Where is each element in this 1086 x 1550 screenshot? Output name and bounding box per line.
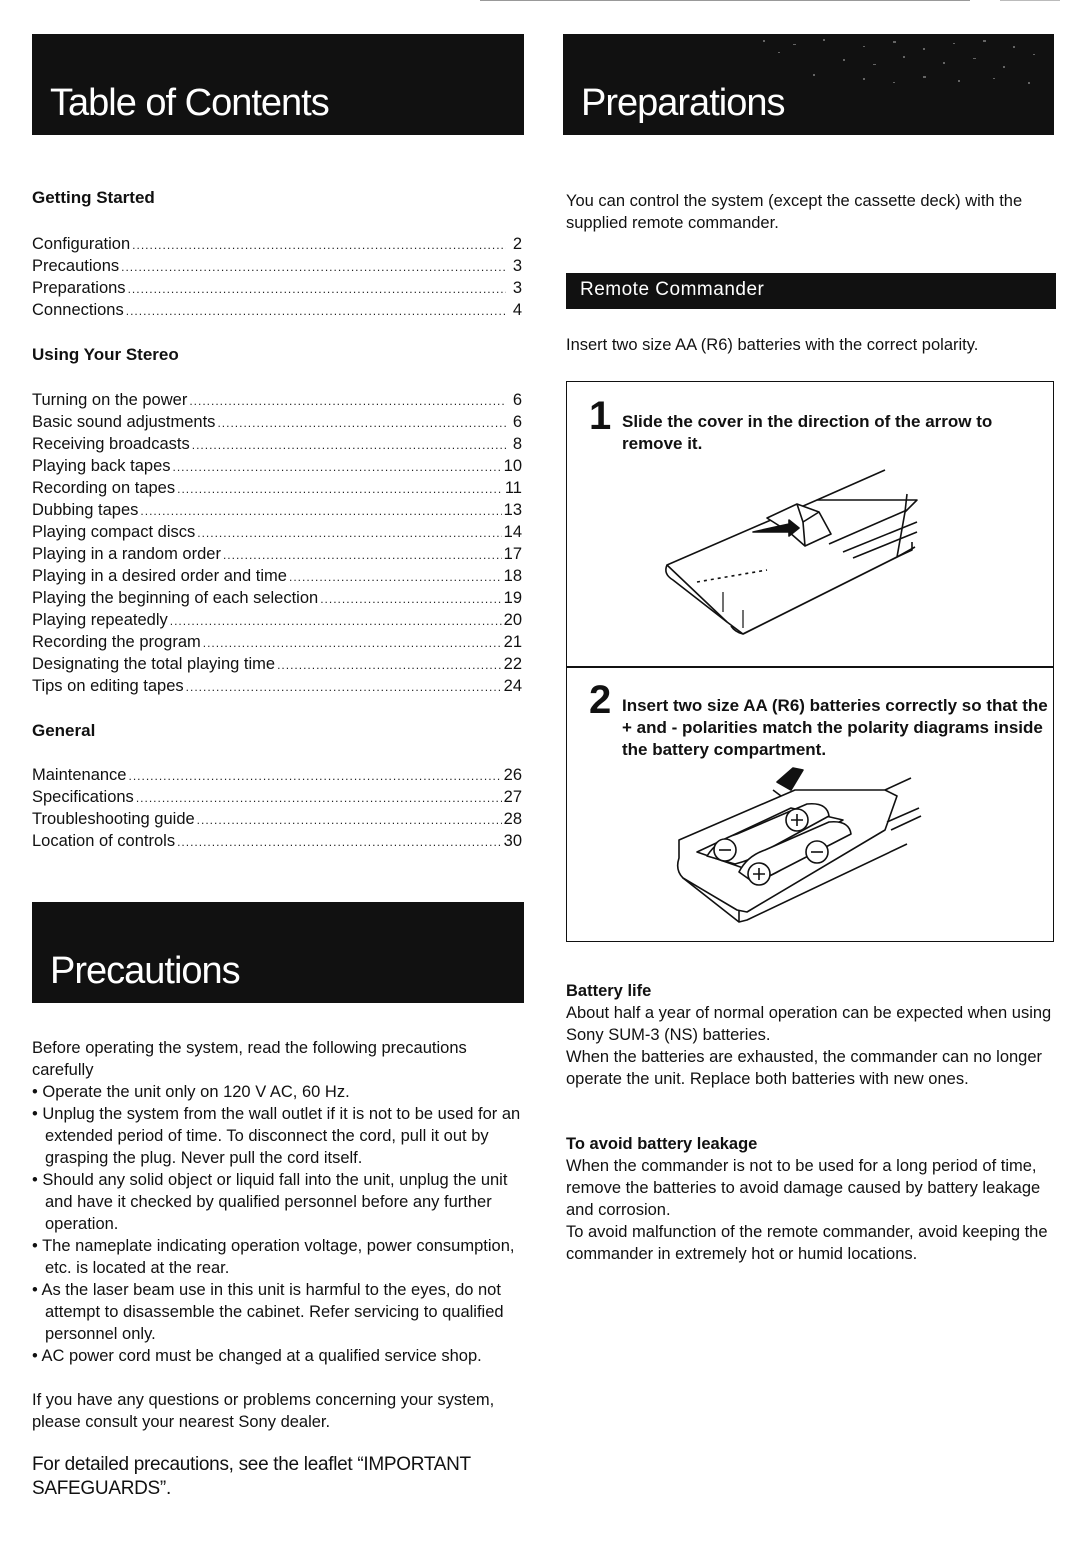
- toc-entry[interactable]: Designating the total playing time ..... 22: [32, 653, 522, 675]
- toc-section-heading: General: [32, 721, 96, 740]
- toc-entry[interactable]: Playing in a desired order and time ..... 18: [32, 565, 522, 587]
- toc-banner: [32, 34, 524, 135]
- toc-entry[interactable]: Configuration ..... 2: [32, 233, 522, 255]
- battery-life-section: [566, 980, 1058, 1090]
- toc-section-heading: Using Your Stereo: [32, 345, 179, 364]
- precautions-body: [32, 1037, 524, 1501]
- battery-leakage-text: To avoid malfunction of the remote commander, avoid keeping the commander in extremely hot or humid locations.: [566, 1223, 1048, 1263]
- step-number: 2: [589, 678, 612, 722]
- battery-insert-illustration: [567, 760, 1055, 940]
- top-rule: [480, 0, 970, 1]
- toc-entry[interactable]: Playing repeatedly ..... 20: [32, 609, 522, 631]
- battery-life-text: About half a year of normal operation can be expected when using Sony SUM-3 (NS) batteries.: [566, 1004, 1052, 1044]
- toc-entry[interactable]: Dubbing tapes ..... 13: [32, 499, 522, 521]
- toc: [32, 188, 522, 852]
- precaution-bullet: • As the laser beam use in this unit is harmful to the eyes, do not attempt to disassemble the cabinet. Refer servicing to qualified personnel only.: [32, 1281, 504, 1343]
- toc-title: Table of Contents: [50, 82, 329, 124]
- remote-instruction: Insert two size AA (R6) batteries with the correct polarity.: [566, 336, 979, 354]
- toc-entry[interactable]: Recording on tapes ..... 11: [32, 477, 522, 499]
- battery-leakage-section: [566, 1133, 1058, 1265]
- toc-section-heading: Getting Started: [32, 188, 155, 207]
- toc-entry[interactable]: Precautions ..... 3: [32, 255, 522, 277]
- precaution-bullet: • Unplug the system from the wall outlet if it is not to be used for an extended period of time. To disconnect the cord, pull it out by grasping the plug. Never pull the cord itself.: [32, 1105, 521, 1167]
- toc-entry[interactable]: Basic sound adjustments ..... 6: [32, 411, 522, 433]
- toc-entry[interactable]: Specifications ..... 27: [32, 786, 522, 808]
- precaution-bullet: • Should any solid object or liquid fall into the unit, unplug the unit and have it checked by qualified personnel before any further operation.: [32, 1171, 508, 1233]
- toc-entry[interactable]: Preparations ..... 3: [32, 277, 522, 299]
- toc-entry[interactable]: Tips on editing tapes ..... 24: [32, 675, 522, 697]
- precautions-contact: If you have any questions or problems concerning your system, please consult your nearest Sony dealer.: [32, 1391, 495, 1431]
- toc-entry[interactable]: Playing compact discs ..... 14: [32, 521, 522, 543]
- toc-entry[interactable]: Maintenance ..... 26: [32, 764, 522, 786]
- battery-leakage-text: When the commander is not to be used for a long period of time, remove the batteries to avoid damage caused by battery leakage and corrosion.: [566, 1157, 1041, 1219]
- remote-commander-heading: Remote Commander: [566, 273, 1056, 309]
- toc-list: [32, 389, 522, 697]
- toc-entry[interactable]: Playing the beginning of each selection ..... 19: [32, 587, 522, 609]
- step-number: 1: [589, 394, 612, 438]
- top-rule-right: [1000, 0, 1060, 1]
- toc-entry[interactable]: Playing back tapes ..... 10: [32, 455, 522, 477]
- step-text: Insert two size AA (R6) batteries correctly so that the + and - polarities match the polarity diagrams inside the battery compartment.: [622, 696, 1048, 759]
- step-divider: [567, 666, 1053, 668]
- battery-life-text: When the batteries are exhausted, the commander can no longer operate the unit. Replace both batteries with new ones.: [566, 1048, 1043, 1088]
- preparations-intro-block: [566, 190, 1056, 234]
- precaution-bullet: • AC power cord must be changed at a qualified service shop.: [32, 1347, 482, 1365]
- precautions-banner: [32, 902, 524, 1003]
- toc-list: [32, 233, 522, 321]
- toc-entry[interactable]: Recording the program ..... 21: [32, 631, 522, 653]
- preparations-intro: You can control the system (except the cassette deck) with the supplied remote commander.: [566, 192, 1023, 232]
- precaution-bullet: • The nameplate indicating operation voltage, power consumption, etc. is located at the rear.: [32, 1237, 515, 1277]
- precautions-intro: Before operating the system, read the following precautions carefully: [32, 1039, 467, 1079]
- toc-entry[interactable]: Troubleshooting guide ..... 28: [32, 808, 522, 830]
- precautions-title: Precautions: [50, 950, 240, 992]
- toc-entry[interactable]: Playing in a random order ..... 17: [32, 543, 522, 565]
- battery-life-heading: Battery life: [566, 982, 652, 1000]
- preparations-title: Preparations: [581, 82, 785, 124]
- precautions-footnote: For detailed precautions, see the leaflet “IMPORTANT SAFEGUARDS”.: [32, 1454, 471, 1499]
- toc-entry[interactable]: Receiving broadcasts ..... 8: [32, 433, 522, 455]
- toc-list: [32, 764, 522, 852]
- battery-steps-box: [566, 381, 1054, 942]
- toc-entry[interactable]: Turning on the power ..... 6: [32, 389, 522, 411]
- step-text: Slide the cover in the direction of the arrow to remove it.: [622, 412, 993, 453]
- battery-leakage-heading: To avoid battery leakage: [566, 1135, 758, 1153]
- remote-cover-illustration: [567, 462, 1055, 662]
- remote-instruction-block: [566, 334, 1056, 356]
- precaution-bullet: • Operate the unit only on 120 V AC, 60 Hz.: [32, 1083, 350, 1101]
- toc-entry[interactable]: Connections ..... 4: [32, 299, 522, 321]
- toc-entry[interactable]: Location of controls ..... 30: [32, 830, 522, 852]
- preparations-banner: [563, 34, 1054, 135]
